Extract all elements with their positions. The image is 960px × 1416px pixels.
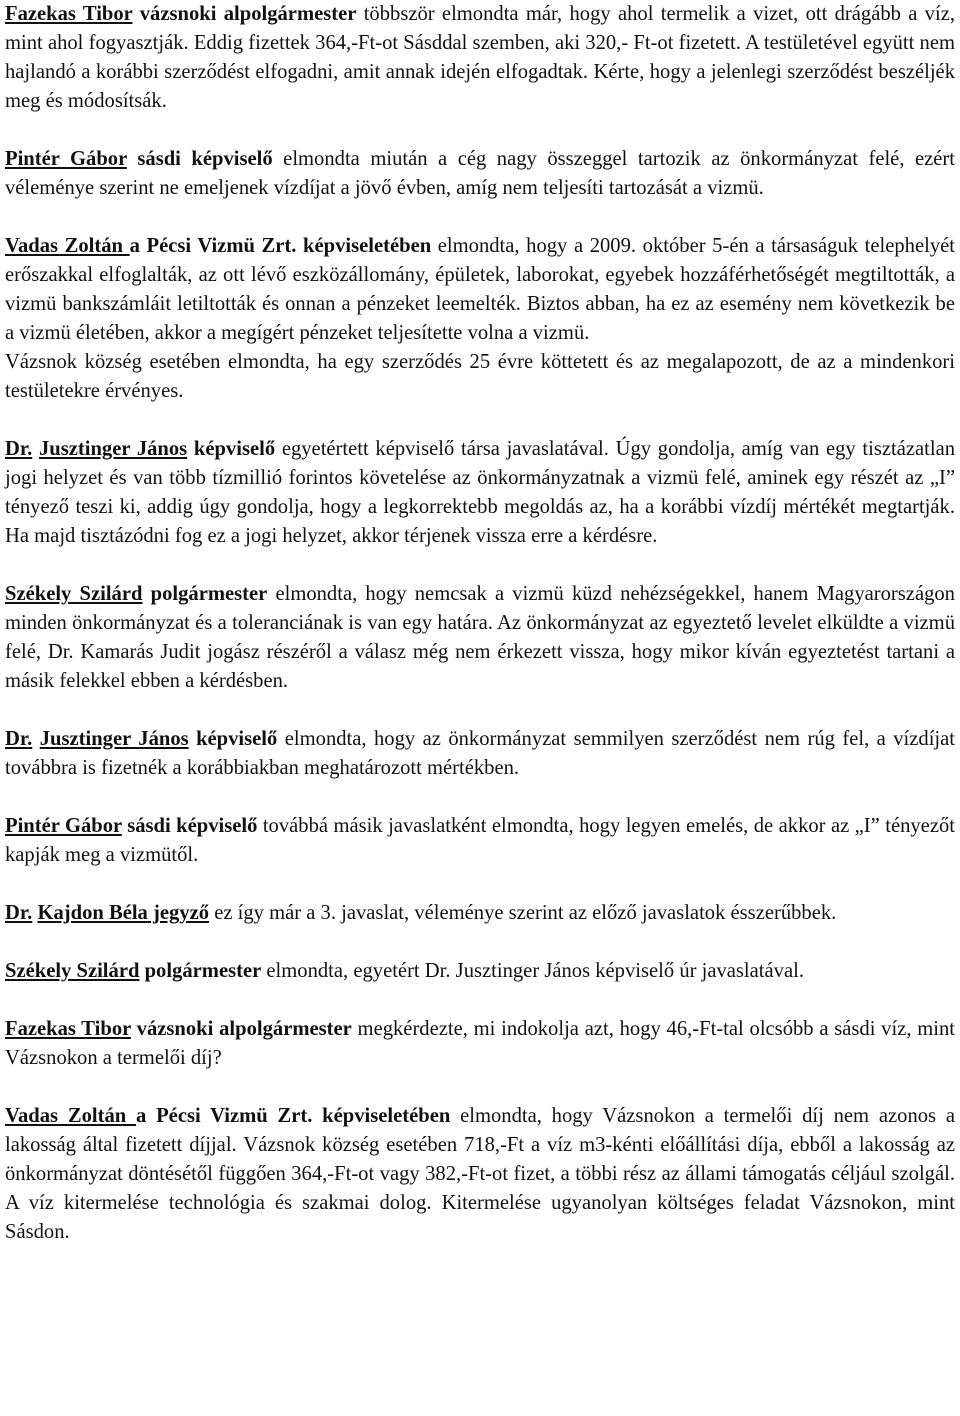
paragraph: [5, 1102, 955, 1247]
speaker-role: polgármester: [139, 960, 262, 982]
paragraph: [5, 0, 955, 116]
paragraph-text: egyetértett képviselő társa javaslatával. Úgy gondolja, amíg van egy tisztázatlan jogi helyzet és van több tízmillió forintos követelése az önkormányzatnak a vizmü felé, aminek egy részét az „I” tényező teszi ki, addig úgy gondolja, hogy a legkorrektebb megoldás az, ha a korábbi vízdíj mértékét megtartják. Ha majd tisztázódni fog ez a jogi helyzet, akkor térjenek vissza erre a kérdésre.: [5, 438, 956, 547]
paragraph-spacer: [5, 406, 955, 435]
speaker-role: sásdi képviselő: [121, 815, 258, 837]
speaker-role: polgármester: [142, 583, 268, 605]
speaker-name: Fazekas Tibor: [5, 1018, 131, 1040]
document-page: [5, 0, 955, 1247]
paragraph: [5, 957, 955, 986]
paragraph-spacer: [5, 203, 955, 232]
speaker-name: Vadas Zoltán: [5, 1105, 136, 1127]
paragraph-text: továbbá másik javaslatként elmondta, hogy legyen emelés, de akkor az „I” tényezőt kapják meg a vizmütől.: [5, 815, 955, 866]
speaker-role: vázsnoki alpolgármester: [132, 3, 357, 25]
paragraph-text: elmondta, hogy az önkormányzat semmilyen szerződést nem rúg fel, a vízdíjat továbbra is fizetnék a korábbiakban meghatározott mértékben.: [5, 728, 955, 779]
paragraph-text: elmondta, egyetért Dr. Jusztinger János képviselő úr javaslatával.: [261, 960, 804, 982]
speaker-role: képviselő: [188, 728, 278, 750]
speaker-role: a Pécsi Vizmü Zrt. képviseletében: [136, 1105, 451, 1127]
paragraph-text: Vázsnok község esetében elmondta, ha egy szerződés 25 évre köttetett és az megalapozott, de az a mindenkori testületekre érvényes.: [5, 351, 955, 402]
paragraph: [5, 435, 955, 551]
speaker-name: Székely Szilárd: [5, 583, 143, 605]
paragraph: [5, 232, 955, 348]
speaker-name: Dr.: [5, 902, 33, 924]
speaker-name: Dr.: [5, 438, 33, 460]
paragraph-spacer: [5, 551, 955, 580]
paragraph: [5, 812, 955, 870]
speaker-role: sásdi képviselő: [126, 148, 273, 170]
paragraph-spacer: [5, 1073, 955, 1102]
speaker-role: képviselő: [187, 438, 276, 460]
paragraph-spacer: [5, 986, 955, 1015]
paragraph: [5, 725, 955, 783]
paragraph-text: ez így már a 3. javaslat, véleménye szerint az előző javaslatok ésszerűbbek.: [209, 902, 837, 924]
speaker-name: Fazekas Tibor: [5, 3, 133, 25]
paragraph: [5, 145, 955, 203]
paragraph-text: elmondta, hogy Vázsnokon a termelői díj nem azonos a lakosság által fizetett díjjal. Vázsnok község esetében 718,-Ft a víz m3-kénti előállítási díja, ebből a lakosság az önkormányzat döntésétől függően 364,-Ft-ot vagy 382,-Ft-ot fizet, a többi rész az állami támogatás céljául szolgál. A víz kitermelése technológia és szakmai dolog. Kitermelése ugyanolyan költséges feladat Vázsnokon, mint Sásdon.: [5, 1105, 955, 1243]
speaker-name: Vadas Zoltán: [5, 235, 130, 257]
paragraph-spacer: [5, 696, 955, 725]
speaker-name: Jusztinger János: [38, 438, 188, 460]
paragraph: [5, 580, 955, 696]
speaker-name: Pintér Gábor: [5, 148, 127, 170]
speaker-name: Jusztinger János: [39, 728, 189, 750]
paragraph-text: elmondta, hogy a 2009. október 5-én a társaságuk telephelyét erőszakkal elfoglalták, az ott lévő eszközállomány, épületek, laborokat, egyebek hozzáférhetőségét megtiltották, a vizmü bankszámláit letiltották és onnan a pénzeket leemelték. Biztos abban, ha ez az esemény nem következik be a vizmü életében, akkor a megígért pénzeket teljesítette volna a vizmü.: [5, 235, 955, 344]
speaker-name: Kajdon Béla: [37, 902, 148, 924]
paragraph-spacer: [5, 116, 955, 145]
speaker-name: Pintér Gábor: [5, 815, 122, 837]
paragraph-text: megkérdezte, mi indokolja azt, hogy 46,-Ft-tal olcsóbb a sásdi víz, mint Vázsnokon a termelői díj?: [5, 1018, 956, 1069]
speaker-name: Dr.: [5, 728, 33, 750]
paragraph: [5, 1015, 955, 1073]
paragraph-spacer: [5, 928, 955, 957]
speaker-role: [32, 728, 39, 750]
paragraph-text: elmondta miután a cég nagy összeggel tartozik az önkormányzat felé, ezért véleménye szerint ne emeljenek vízdíjat a jövő évben, amíg nem teljesíti tartozását a vizmü.: [5, 148, 955, 199]
speaker-name: Székely Szilárd: [5, 960, 140, 982]
speaker-role: [32, 438, 39, 460]
speaker-role: a Pécsi Vizmü Zrt. képviseletében: [129, 235, 432, 257]
paragraph: [5, 348, 955, 406]
speaker-name: jegyző: [147, 902, 210, 924]
paragraph: [5, 899, 955, 928]
paragraph-spacer: [5, 870, 955, 899]
paragraph-spacer: [5, 783, 955, 812]
paragraph-text: többször elmondta már, hogy ahol termelik a vizet, ott drágább a víz, mint ahol fogyasztják. Eddig fizettek 364,-Ft-ot Sásddal szemben, aki 320,- Ft-ot fizetett. A testületével együtt nem hajlandó a korábbi szerződést elfogadni, amit annak idején elfogadtak. Kérte, hogy a jelenlegi szerződést beszéljék meg és módosítsák.: [5, 3, 955, 112]
speaker-role: vázsnoki alpolgármester: [130, 1018, 352, 1040]
paragraph-text: elmondta, hogy nemcsak a vizmü küzd nehézségekkel, hanem Magyarországon minden önkormányzat és a toleranciának is van egy határa. Az önkormányzat az egyeztető levelet elküldte a vizmü felé, Dr. Kamarás Judit jogász részéről a válasz még nem érkezett vissza, hogy mikor kíván egyeztetést tartani a másik felekkel ebben a kérdésben.: [5, 583, 955, 692]
